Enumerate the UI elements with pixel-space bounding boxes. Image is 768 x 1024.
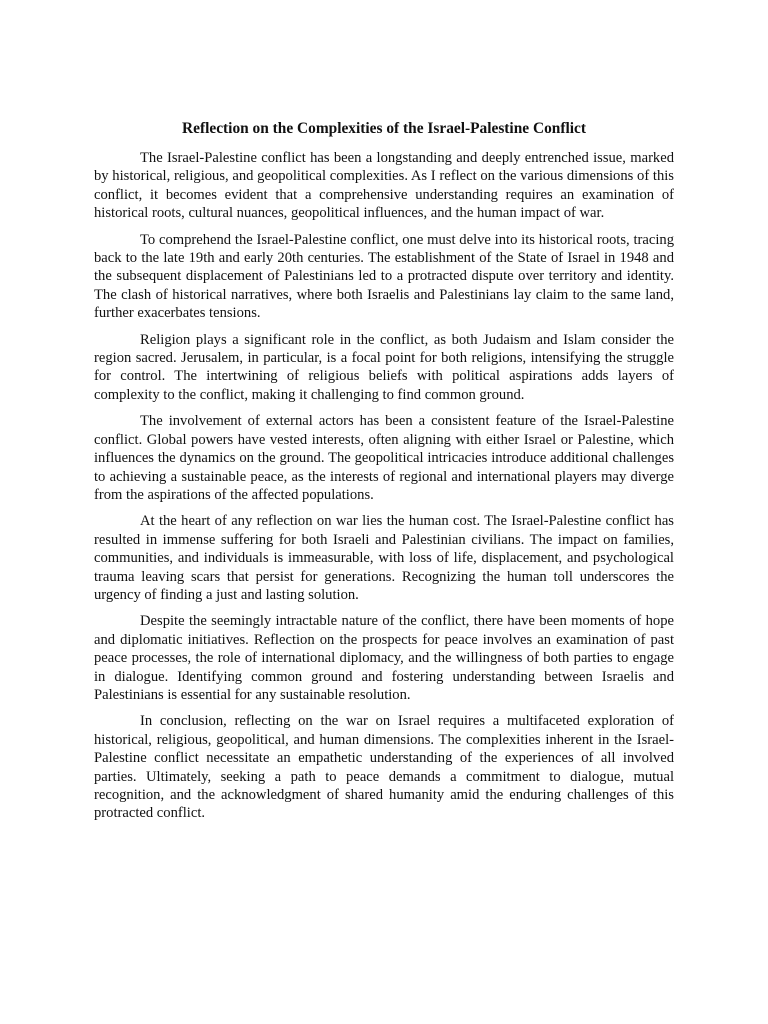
paragraph-conclusion: In conclusion, reflecting on the war on Israel requires a multifaceted exploration of historical, religious, geopolitical, and human dimensions. The complexities inherent in the Israel-Palestine conflict necessitate an empathetic understanding of the experiences of all involved parties. Ultimately, seeking a path to peace demands a commitment to dialogue, mutual recognition, and the acknowledgment of shared humanity amid the enduring challenges of this protracted conflict.: [94, 713, 674, 822]
document-page: [94, 119, 674, 831]
paragraph-peace-prospects: Despite the seemingly intractable nature of the conflict, there have been moments of hope and diplomatic initiatives. Reflection on the prospects for peace involves an examination of past peace processes, the role of international diplomacy, and the willingness of both parties to engage in dialogue. Identifying common ground and fostering understanding between Israelis and Palestinians is essential for any sustainable resolution.: [94, 613, 674, 703]
paragraph-introduction: The Israel-Palestine conflict has been a longstanding and deeply entrenched issue, marked by historical, religious, and geopolitical complexities. As I reflect on the various dimensions of this conflict, it becomes evident that a comprehensive understanding requires an examination of historical roots, cultural nuances, geopolitical influences, and the human impact of war.: [94, 150, 674, 222]
document-title: Reflection on the Complexities of the Israel-Palestine Conflict: [182, 120, 586, 137]
paragraph-historical-roots: To comprehend the Israel-Palestine conflict, one must delve into its historical roots, tracing back to the late 19th and early 20th centuries. The establishment of the State of Israel in 1948 and the subsequent displacement of Palestinians led to a protracted dispute over territory and identity. The clash of historical narratives, where both Israelis and Palestinians lay claim to the same land, further exacerbates tensions.: [94, 231, 674, 322]
paragraph-external-actors: The involvement of external actors has been a consistent feature of the Israel-Palestine conflict. Global powers have vested interests, often aligning with either Israel or Palestine, which influences the dynamics on the ground. The geopolitical intricacies introduce additional challenges to achieving a sustainable peace, as the interests of regional and international players may diverge from the aspirations of the affected populations.: [94, 413, 674, 503]
paragraph-religion: Religion plays a significant role in the conflict, as both Judaism and Islam consider the region sacred. Jerusalem, in particular, is a focal point for both religions, intensifying the struggle for control. The intertwining of religious beliefs with political aspirations adds layers of complexity to the conflict, making it challenging to find common ground.: [94, 331, 674, 403]
paragraph-human-cost: At the heart of any reflection on war lies the human cost. The Israel-Palestine conflict has resulted in immense suffering for both Israeli and Palestinian civilians. The impact on families, communities, and individuals is immeasurable, with loss of life, displacement, and psychological trauma leaving scars that persist for generations. Recognizing the human toll underscores the urgency of finding a just and lasting solution.: [94, 513, 674, 603]
